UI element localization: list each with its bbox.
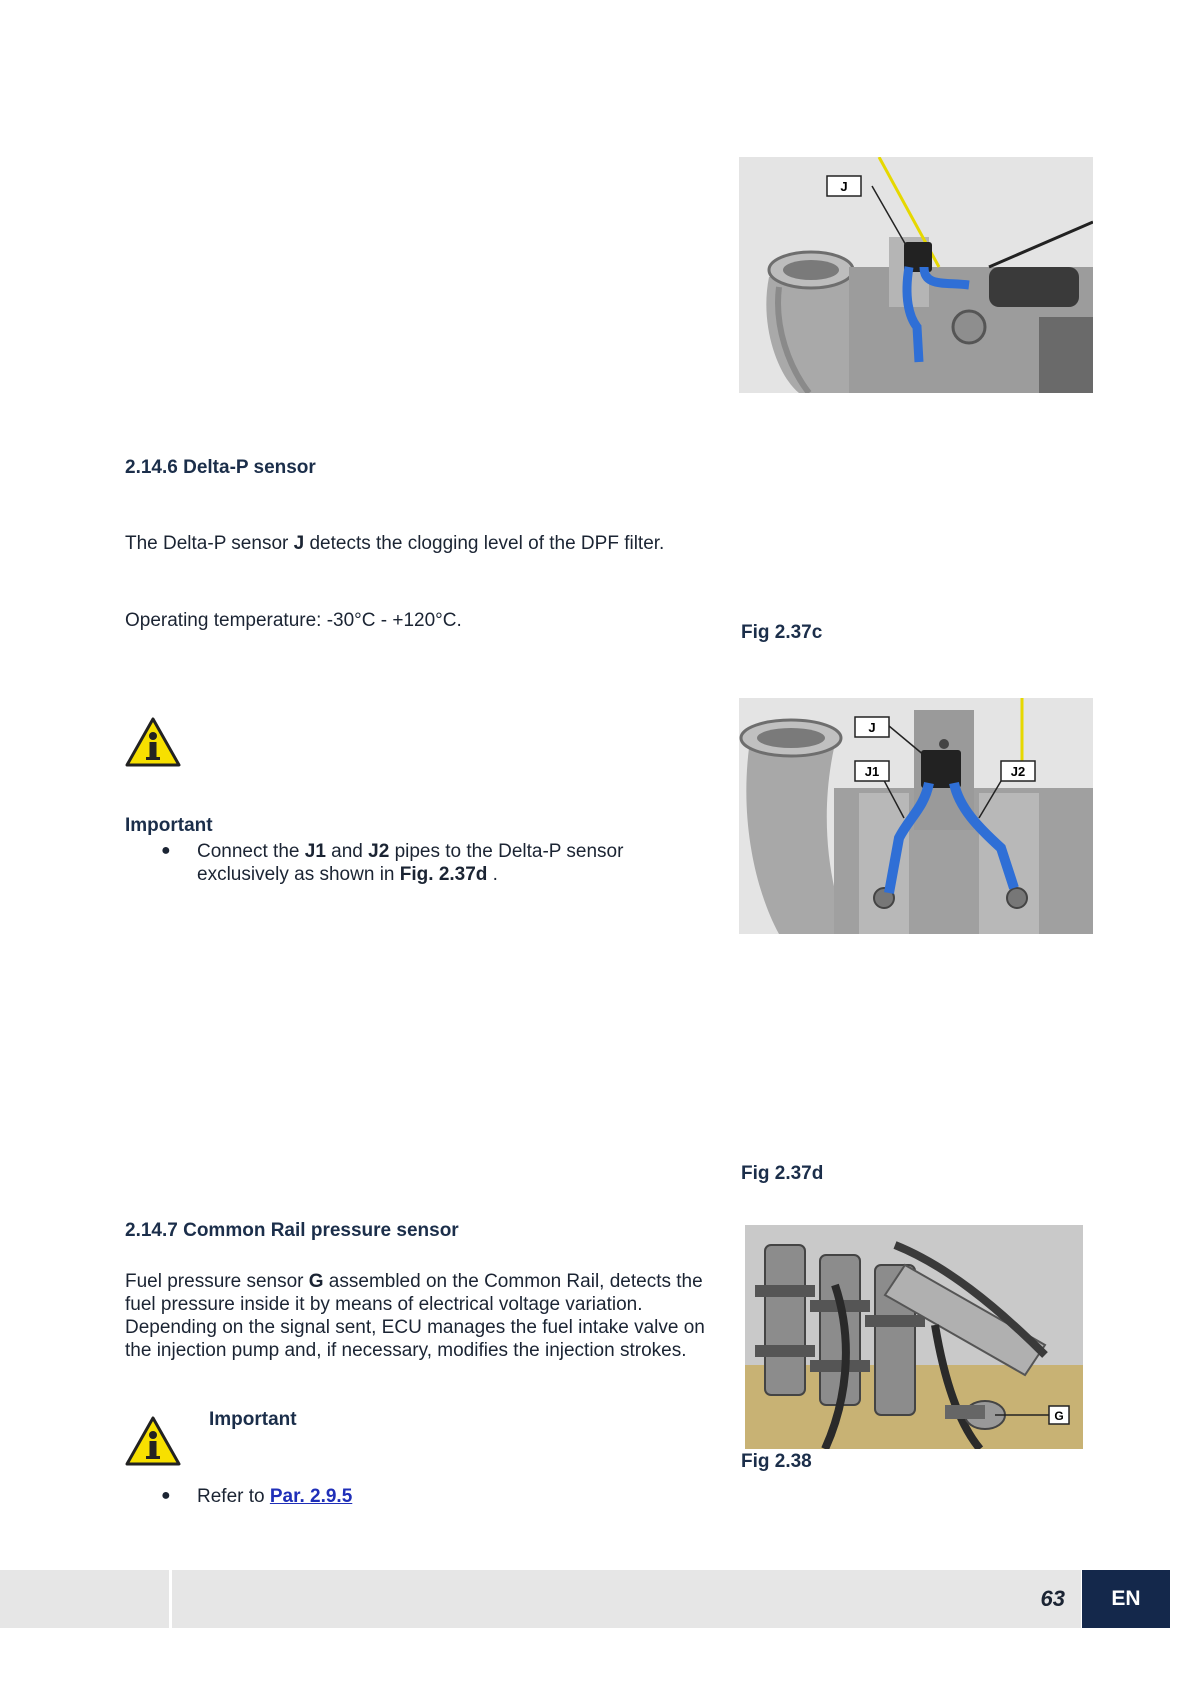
figure-2-38-image [745,1225,1083,1449]
figure-2-37d-image [739,698,1093,934]
figure-caption-2-37d: Fig 2.37d [741,1163,824,1184]
common-rail-description: Fuel pressure sensor G assembled on the Common Rail, detects the fuel pressure inside it by means of electrical voltage variation. Depending on the signal sent, ECU manages the fuel intake valve on the injection pump and, if necessary, modifies the injection strokes. [125,1271,705,1361]
warning-info-icon [124,716,182,768]
fig-38-label-g: G [1054,1409,1064,1423]
fig-c-label-j: J [840,179,848,194]
par-2-9-5-link[interactable]: Par. 2.9.5 [269,1486,353,1507]
footer-bar [172,1570,1081,1628]
fig-d-label-j1: J1 [864,764,880,779]
important-bullet-delta-p: Connect the J1 and J2 pipes to the Delta-P sensor exclusively as shown in Fig. 2.37d . [197,841,624,885]
bullet-dot-2: ● [161,1487,171,1504]
page-number: 63 [1040,1586,1065,1611]
figure-caption-2-38: Fig 2.38 [741,1451,812,1472]
warning-info-icon-2 [124,1415,182,1467]
important-title-2: Important [209,1409,297,1430]
delta-p-description: The Delta-P sensor J detects the clogging level of the DPF filter. [125,533,665,554]
fig-d-label-j2: J2 [1010,764,1026,779]
section-heading-delta-p: 2.14.6 Delta-P sensor [125,457,316,478]
bullet-dot-1: ● [161,842,171,859]
language-tab: EN [1082,1570,1170,1628]
figure-caption-2-37c: Fig 2.37c [741,622,823,643]
section-heading-common-rail: 2.14.7 Common Rail pressure sensor [125,1220,459,1241]
important-bullet-common-rail: Refer to Par. 2.9.5 [197,1486,353,1507]
fig-d-label-j: J [868,720,876,735]
important-title-1: Important [125,815,213,836]
figure-2-37c-image [739,157,1093,393]
operating-temperature: Operating temperature: -30°C - +120°C. [125,610,462,631]
footer-left-bar [0,1570,169,1628]
